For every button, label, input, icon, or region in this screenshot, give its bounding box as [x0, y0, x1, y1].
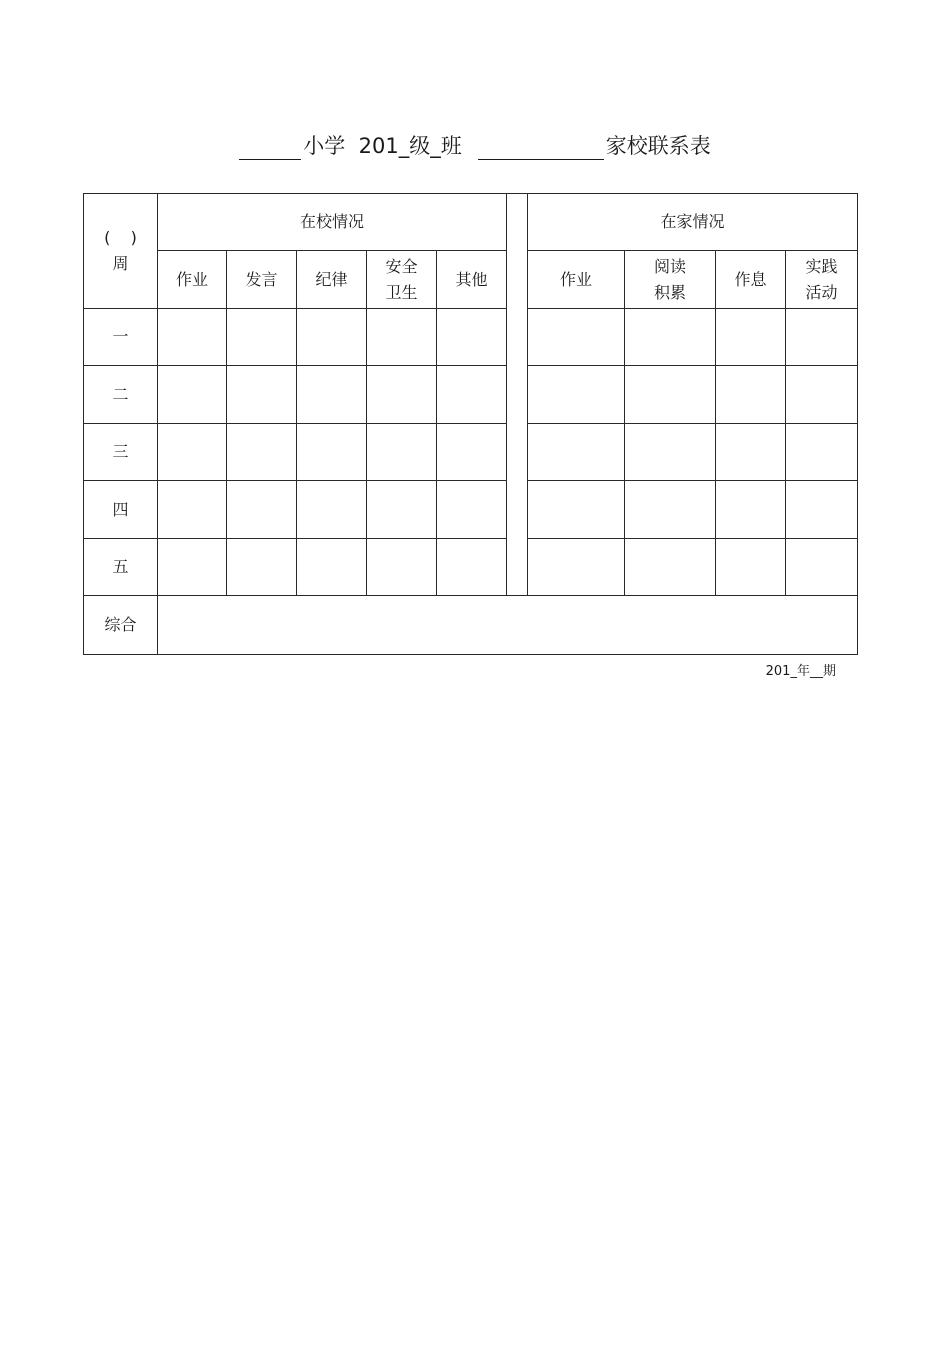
school-entry-cell[interactable]: [437, 309, 507, 366]
day-label: 一: [84, 309, 158, 366]
home-entry-cell[interactable]: [716, 481, 786, 539]
home-entry-cell[interactable]: [786, 366, 858, 424]
home-entry-cell[interactable]: [716, 539, 786, 596]
home-entry-cell[interactable]: [528, 366, 625, 424]
school-entry-cell[interactable]: [367, 481, 437, 539]
day-label: 三: [84, 424, 158, 481]
home-entry-cell[interactable]: [625, 309, 716, 366]
page-title: 小学 201 _ 级 _ 班 家校联系表: [0, 126, 950, 160]
school-entry-cell[interactable]: [158, 481, 227, 539]
home-col-header: 作息: [716, 251, 786, 309]
school-col-header: 作业: [158, 251, 227, 309]
home-entry-cell[interactable]: [625, 424, 716, 481]
school-col-header: 其他: [437, 251, 507, 309]
school-entry-cell[interactable]: [437, 481, 507, 539]
date-footer: 201_年__期: [765, 664, 836, 679]
home-entry-cell[interactable]: [528, 539, 625, 596]
home-entry-cell[interactable]: [786, 481, 858, 539]
school-name-blank[interactable]: [239, 133, 301, 160]
home-entry-cell[interactable]: [716, 366, 786, 424]
school-entry-cell[interactable]: [297, 539, 367, 596]
summary-label: 综合: [84, 596, 158, 655]
school-entry-cell[interactable]: [367, 539, 437, 596]
summary-cell[interactable]: [158, 596, 858, 655]
home-section-header: 在家情况: [528, 194, 858, 251]
school-entry-cell[interactable]: [437, 539, 507, 596]
school-entry-cell[interactable]: [297, 481, 367, 539]
contact-table: [83, 193, 858, 655]
school-entry-cell[interactable]: [297, 424, 367, 481]
home-entry-cell[interactable]: [528, 424, 625, 481]
school-entry-cell[interactable]: [367, 366, 437, 424]
home-col-header: 作业: [528, 251, 625, 309]
home-col-header: 实践 活动: [786, 251, 858, 309]
school-entry-cell[interactable]: [227, 481, 297, 539]
student-name-blank[interactable]: [478, 133, 604, 160]
school-entry-cell[interactable]: [227, 424, 297, 481]
title-class-label: 班: [440, 134, 462, 158]
school-entry-cell[interactable]: [437, 366, 507, 424]
home-entry-cell[interactable]: [625, 481, 716, 539]
home-entry-cell[interactable]: [716, 424, 786, 481]
school-entry-cell[interactable]: [158, 539, 227, 596]
week-label-cell: ( ) 周: [84, 194, 158, 309]
school-entry-cell[interactable]: [437, 424, 507, 481]
title-grade-label: 级: [409, 134, 431, 158]
school-entry-cell[interactable]: [227, 539, 297, 596]
home-entry-cell[interactable]: [528, 309, 625, 366]
school-col-header: 安全 卫生: [367, 251, 437, 309]
home-entry-cell[interactable]: [625, 539, 716, 596]
school-entry-cell[interactable]: [158, 366, 227, 424]
home-entry-cell[interactable]: [528, 481, 625, 539]
school-entry-cell[interactable]: [297, 366, 367, 424]
school-entry-cell[interactable]: [158, 424, 227, 481]
school-col-header: 发言: [227, 251, 297, 309]
section-divider: [507, 194, 528, 596]
home-entry-cell[interactable]: [716, 309, 786, 366]
school-entry-cell[interactable]: [227, 366, 297, 424]
title-form-name: 家校联系表: [605, 134, 711, 158]
day-label: 二: [84, 366, 158, 424]
school-entry-cell[interactable]: [367, 424, 437, 481]
school-col-header: 纪律: [297, 251, 367, 309]
school-entry-cell[interactable]: [297, 309, 367, 366]
home-entry-cell[interactable]: [625, 366, 716, 424]
school-section-header: 在校情况: [158, 194, 507, 251]
home-col-header: 阅读 积累: [625, 251, 716, 309]
school-entry-cell[interactable]: [158, 309, 227, 366]
school-entry-cell[interactable]: [227, 309, 297, 366]
home-entry-cell[interactable]: [786, 424, 858, 481]
day-label: 四: [84, 481, 158, 539]
home-entry-cell[interactable]: [786, 309, 858, 366]
title-school-grade: 小学 201: [303, 134, 399, 158]
school-entry-cell[interactable]: [367, 309, 437, 366]
home-entry-cell[interactable]: [786, 539, 858, 596]
day-label: 五: [84, 539, 158, 596]
